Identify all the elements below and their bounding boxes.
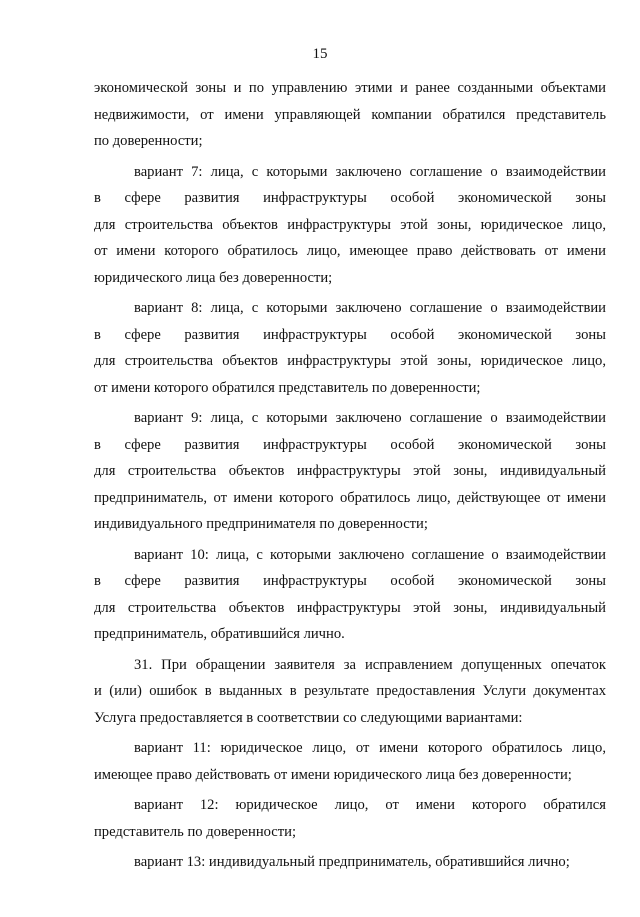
text-line: вариант 11: юридическое лицо, от имени которого обратилось лицо, (134, 740, 606, 756)
text-line: от имени которого обратился представитель по доверенности; (94, 379, 481, 396)
text-line: 31. При обращении заявителя за исправлением допущенных опечаток (134, 656, 606, 673)
paragraph-variant-12 (94, 792, 606, 845)
page-number: 15 (312, 46, 328, 62)
text-line: вариант 12: юридическое лицо, от имени которого обратился (134, 797, 606, 813)
paragraph-continuation (94, 75, 606, 155)
text-line: по доверенности; (94, 133, 203, 149)
text-line: экономической зоны и по управлению этими и ранее созданными объектами (94, 80, 606, 96)
document-body (94, 75, 606, 876)
text-line: предприниматель, обратившийся лично. (94, 626, 345, 642)
paragraph-variant-10 (94, 542, 606, 648)
text-line: вариант 13: индивидуальный предприниматель, обратившийся лично; (134, 854, 570, 870)
text-line: предприниматель, от имени которого обратилось лицо, действующее от имени (94, 489, 606, 506)
text-line: вариант 7: лица, с которыми заключено соглашение о взаимодействии (134, 163, 606, 180)
text-line: недвижимости, от имени управляющей компании обратился представитель (94, 106, 606, 123)
text-line: индивидуального предпринимателя по доверенности; (94, 516, 428, 532)
paragraph-variant-7 (94, 159, 606, 292)
text-line: для строительства объектов инфраструктуры этой зоны, юридическое лицо, (94, 353, 606, 369)
text-line: в сфере развития инфраструктуры особой экономической зоны (94, 326, 606, 343)
text-line: для строительства объектов инфраструктуры этой зоны, индивидуальный (94, 599, 606, 616)
text-line: в сфере развития инфраструктуры особой экономической зоны (94, 436, 606, 453)
paragraph-clause-31 (94, 652, 606, 732)
text-line: от имени которого обратилось лицо, имеющее право действовать от имени (94, 243, 606, 259)
text-line: Услуга предоставляется в соответствии со следующими вариантами: (94, 709, 523, 726)
text-line: вариант 8: лица, с которыми заключено соглашение о взаимодействии (134, 300, 606, 316)
paragraph-variant-9 (94, 405, 606, 538)
text-line: юридического лица без доверенности; (94, 269, 333, 286)
paragraph-variant-11 (94, 735, 606, 788)
text-line: в сфере развития инфраструктуры особой экономической зоны (94, 573, 606, 589)
text-line: и (или) ошибок в выданных в результате предоставления Услуги документах (94, 683, 606, 699)
text-line: для строительства объектов инфраструктуры этой зоны, индивидуальный (94, 463, 606, 479)
text-line: вариант 10: лица, с которыми заключено соглашение о взаимодействии (134, 546, 606, 563)
text-line: имеющее право действовать от имени юридического лица без доверенности; (94, 766, 572, 783)
text-line: для строительства объектов инфраструктуры этой зоны, юридическое лицо, (94, 216, 606, 233)
text-line: вариант 9: лица, с которыми заключено соглашение о взаимодействии (134, 410, 606, 426)
text-line: в сфере развития инфраструктуры особой экономической зоны (94, 190, 606, 206)
text-line: представитель по доверенности; (94, 823, 297, 840)
paragraph-variant-8 (94, 295, 606, 401)
paragraph-variant-13 (94, 849, 606, 876)
